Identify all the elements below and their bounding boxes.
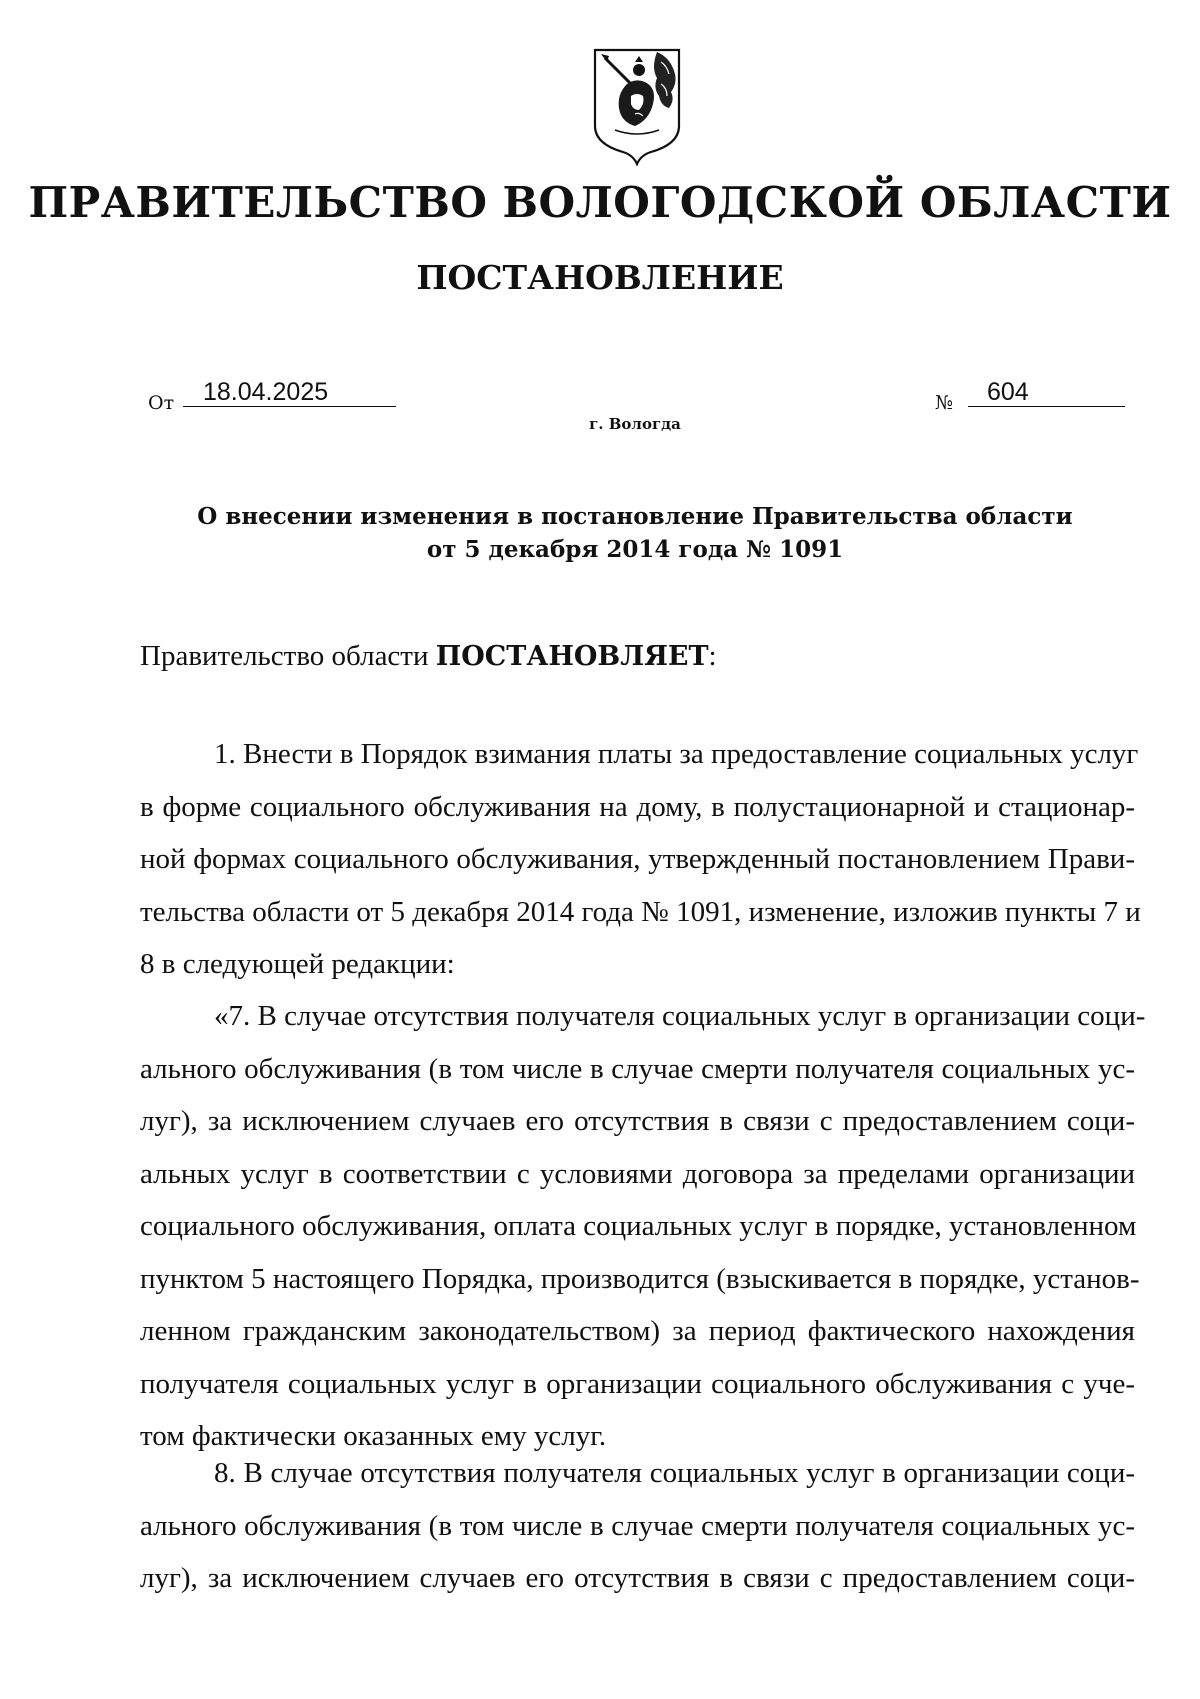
date-label: От [148, 392, 175, 414]
government-title: ПРАВИТЕЛЬСТВО ВОЛОГОДСКОЙ ОБЛАСТИ [28, 178, 1172, 227]
preamble-text: Правительство области [140, 640, 436, 672]
text-line: ального обслуживания (в том числе в случае смерти получателя социальных ус- [140, 1052, 1135, 1085]
paragraph-3 [140, 1447, 1135, 1605]
text-line: луг), за исключением случаев его отсутствия в связи с предоставлением соци- [140, 1562, 1135, 1594]
preamble-suffix: : [708, 640, 717, 672]
text-line: 1. Внести в Порядок взимания платы за предоставление социальных услуг [214, 738, 1139, 770]
text-line: получателя социальных услуг в организации социального обслуживания с уче- [140, 1367, 1135, 1400]
text-line: альных услуг в соответствии с условиями договора за пределами организации [140, 1157, 1135, 1190]
text-line: социального обслуживания, оплата социальных услуг в порядке, установленном [140, 1210, 1137, 1242]
text-line: ального обслуживания (в том числе в случае смерти получателя социальных ус- [140, 1509, 1135, 1542]
text-line: луг), за исключением случаев его отсутствия в связи с предоставлением соци- [140, 1105, 1135, 1137]
text-line: в форме социального обслуживания на дому, в полустационарной и стационар- [140, 790, 1135, 823]
number-label: № [935, 392, 953, 414]
paragraph-2 [140, 990, 1146, 1463]
preamble [140, 640, 717, 673]
document-date: 18.04.2025 [183, 378, 396, 407]
subject-line: от 5 декабря 2014 года № 1091 [426, 536, 844, 563]
text-line: ной формах социального обслуживания, утвержденный постановлением Прави- [140, 843, 1135, 875]
document-type-title: ПОСТАНОВЛЕНИЕ [416, 258, 784, 297]
text-line: тельства области от 5 декабря 2014 года № 1091, изменение, изложив пункты 7 и [140, 895, 1141, 928]
paragraph-1 [140, 728, 1141, 991]
subject-line: О внесении изменения в постановление Правительства области [197, 503, 1073, 530]
preamble-bold: ПОСТАНОВЛЯЕТ [435, 641, 709, 672]
text-line: ленном гражданским законодательством) за период фактического нахождения [140, 1315, 1135, 1347]
vologda-coat-of-arms-icon [591, 44, 683, 166]
text-line: пунктом 5 настоящего Порядка, производится (взыскивается в порядке, установ- [140, 1262, 1140, 1295]
text-line: «7. В случае отсутствия получателя социальных услуг в организации соци- [214, 1000, 1146, 1032]
document-subject [0, 500, 1200, 566]
text-line: 8 в следующей редакции: [140, 948, 455, 980]
city-label: г. Вологда [589, 415, 681, 433]
document-number: 604 [968, 378, 1125, 407]
text-line: том фактически оказанных ему услуг. [140, 1420, 607, 1452]
text-line: 8. В случае отсутствия получателя социальных услуг в организации соци- [214, 1457, 1135, 1489]
